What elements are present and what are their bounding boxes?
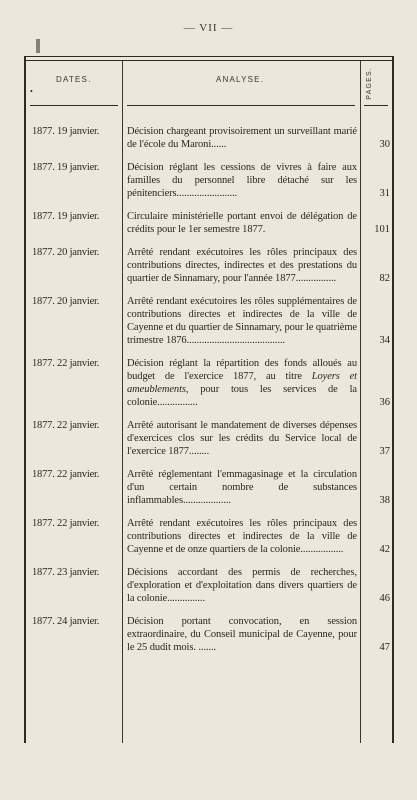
entry-analysis: Arrêté rendant exécutoires les rôles supplémentaires de contributions directes et indirectes de la ville de Cayenne et du quartier de Sinnamary, pour le quatrième trimestre 1876....................................... <box>127 296 357 346</box>
entry-page: 36 <box>379 397 390 408</box>
entry-date: 1877. 19 janvier. <box>32 211 100 222</box>
entry-page: 37 <box>379 446 390 457</box>
entry-analysis <box>127 357 357 409</box>
analysis-text-italic: Loyers et ameublements <box>127 371 358 395</box>
table-row <box>26 566 392 605</box>
entry-analysis: Décisions accordant des permis de recherches, d'exploration et d'exploitation dans divers quartiers de la colonie............... <box>127 567 357 604</box>
entry-analysis: Arrêté autorisant le mandatement de diverses dépenses d'exercices clos sur les crédits du Service local de l'exercice 1877........ <box>127 420 357 457</box>
entry-page: 34 <box>379 335 390 346</box>
header-dates: DATES. <box>56 75 92 84</box>
entry-date: 1877. 19 janvier. <box>32 162 100 173</box>
table-row <box>26 615 392 654</box>
entry-analysis: Arrêté rendant exécutoires les rôles principaux des contributions directes, indirectes et des prestations du quartier de Sinnamary, pour l'année 1877................ <box>127 247 357 284</box>
table-row <box>26 419 392 458</box>
entry-analysis: Arrêté réglementant l'emmagasinage et la circulation d'un certain nombre de substances inflammables................... <box>127 469 357 506</box>
entry-page: 101 <box>374 224 390 235</box>
header-analyse: ANALYSE. <box>216 75 265 84</box>
entry-analysis: Décision portant convocation, en session extraordinaire, du Conseil municipal de Cayenne, pour le 25 dudit mois. ....... <box>127 616 357 653</box>
entry-date: 1877. 20 janvier. <box>32 247 100 258</box>
entry-date: 1877. 22 janvier. <box>32 469 100 480</box>
entries-list <box>26 125 392 664</box>
entry-page: 47 <box>379 642 390 653</box>
table-row <box>26 246 392 285</box>
entry-page: 31 <box>379 188 390 199</box>
table-row <box>26 517 392 556</box>
bullet-mark: • <box>30 87 33 96</box>
entry-date: 1877. 23 janvier. <box>32 567 100 578</box>
entry-page: 42 <box>379 544 390 555</box>
entry-page: 30 <box>379 139 390 150</box>
entry-date: 1877. 22 janvier. <box>32 518 100 529</box>
table-row <box>26 357 392 409</box>
entry-date: 1877. 24 janvier. <box>32 616 100 627</box>
entry-analysis: Circulaire ministérielle portant envoi de délégation de crédits pour le 1er semestre 1877. <box>127 211 357 235</box>
table-row <box>26 125 392 151</box>
header-rule-dates <box>30 105 118 106</box>
table-frame <box>24 56 394 743</box>
analysis-text-after: , pour tous les services de la colonie................ <box>127 384 357 408</box>
header-rule-analyse <box>127 105 355 106</box>
entry-date: 1877. 22 janvier. <box>32 420 100 431</box>
entry-date: 1877. 20 janvier. <box>32 296 100 307</box>
table-row <box>26 295 392 347</box>
entry-date: 1877. 19 janvier. <box>32 126 100 137</box>
entry-analysis: Décision chargeant provisoirement un surveillant marié de l'école du Maroni...... <box>127 126 357 150</box>
table-row <box>26 161 392 200</box>
header-pages: PAGES. <box>366 67 373 100</box>
analysis-text-before: Décision réglant la répartition des fonds alloués au budget de l'exercice 1877, au titre <box>127 358 357 382</box>
table-row <box>26 468 392 507</box>
entry-analysis: Arrêté rendant exécutoires les rôles principaux des contributions directes et indirectes de la ville de Cayenne et de onze quartiers de la colonie................. <box>127 518 357 555</box>
header-rule-pages <box>364 105 388 106</box>
entry-analysis: Décision réglant les cessions de vivres à faire aux familles du personnel libre détaché sur les pénitenciers........................ <box>127 162 357 199</box>
entry-page: 46 <box>379 593 390 604</box>
table-row <box>26 210 392 236</box>
entry-page: 38 <box>379 495 390 506</box>
entry-page: 82 <box>379 273 390 284</box>
ink-mark <box>36 39 40 53</box>
page-number: — VII — <box>183 22 234 34</box>
entry-date: 1877. 22 janvier. <box>32 358 100 369</box>
